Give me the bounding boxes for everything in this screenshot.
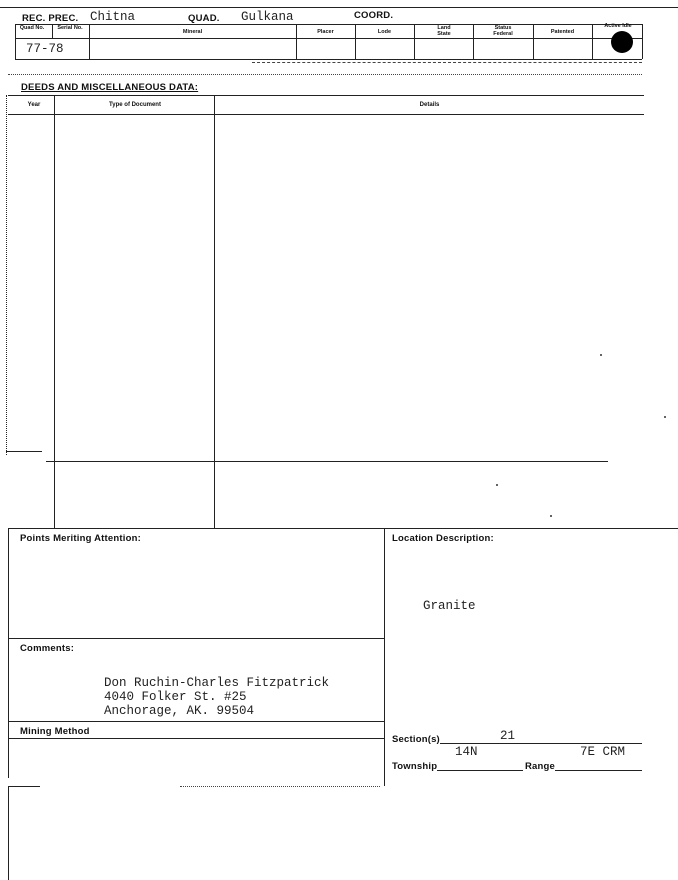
range-underline: [555, 770, 642, 771]
section-label: Section(s): [392, 734, 440, 745]
dashed-separator: [252, 62, 642, 63]
deeds-tick: [6, 451, 42, 452]
col-mineral: Mineral: [182, 29, 203, 35]
deeds-mid-line: [46, 461, 608, 462]
col-status-federal: Status Federal: [493, 25, 513, 37]
quad-value: Gulkana: [241, 10, 294, 24]
comments-line-2: 4040 Folker St. #25: [104, 690, 247, 704]
points-meriting-attention-label: Points Meriting Attention:: [20, 533, 141, 544]
table-bottom-line: [15, 59, 642, 60]
lower-left-border: [8, 528, 9, 778]
range-label: Range: [525, 761, 556, 772]
deeds-left-border: [6, 95, 7, 455]
col-year: Year: [27, 102, 41, 108]
col-details: Details: [419, 102, 440, 108]
location-description-label: Location Description:: [392, 533, 494, 544]
range-value: 7E CRM: [580, 745, 626, 759]
col-patented: Patented: [550, 29, 575, 35]
deeds-title: DEEDS AND MISCELLANEOUS DATA:: [21, 82, 199, 93]
section-underline: [440, 743, 642, 744]
comments-label: Comments:: [20, 643, 75, 654]
township-label: Township: [392, 761, 438, 772]
speck: [600, 354, 602, 356]
col-quad-no: Quad No.: [19, 25, 45, 31]
table-vline: [592, 24, 593, 59]
table-vline: [52, 24, 53, 38]
speck: [496, 484, 498, 486]
table-vline: [473, 24, 474, 59]
speck: [550, 515, 552, 517]
table-header-line: [15, 38, 642, 39]
table-vline: [414, 24, 415, 59]
township-value: 14N: [455, 745, 478, 759]
deeds-top-line: [8, 95, 644, 96]
coord-label: COORD.: [354, 10, 394, 21]
scan-residue: [180, 786, 380, 787]
top-border: [0, 7, 678, 8]
lower-top-line: [8, 528, 678, 529]
col-serial-no: Serial No.: [57, 25, 83, 31]
comments-line-3: Anchorage, AK. 99504: [104, 704, 255, 718]
scan-edge: [8, 786, 9, 880]
township-underline: [437, 770, 523, 771]
mining-top-line: [8, 721, 384, 722]
comments-line-1: Don Ruchin-Charles Fitzpatrick: [104, 676, 330, 690]
quad-label: QUAD.: [188, 13, 220, 24]
mining-method-label: Mining Method: [20, 726, 90, 737]
col-lode: Lode: [377, 29, 392, 35]
speck: [664, 416, 666, 418]
lower-center-divider: [384, 528, 385, 786]
mining-header-line: [8, 738, 384, 739]
col-placer: Placer: [317, 29, 334, 35]
deeds-year-divider: [54, 96, 55, 528]
col-land-state: Land State: [437, 25, 451, 37]
table-top-line: [15, 24, 642, 25]
location-description-value: Granite: [423, 599, 476, 613]
col-type-of-document: Type of Document: [109, 102, 161, 108]
dotted-separator: [8, 74, 642, 75]
section-value: 21: [500, 729, 516, 743]
punch-hole: [611, 31, 633, 53]
comments-top-line: [8, 638, 384, 639]
table-vline: [15, 24, 16, 59]
col-active-idle: Active Idle: [604, 23, 632, 29]
rec-prec-label: REC. PREC.: [22, 13, 79, 24]
deeds-header-line: [8, 114, 644, 115]
rec-prec-value: Chitna: [90, 10, 136, 24]
table-vline: [642, 24, 643, 59]
scan-edge: [8, 786, 40, 787]
quad-no-value: 77-78: [26, 42, 64, 56]
deeds-type-divider: [214, 96, 215, 528]
